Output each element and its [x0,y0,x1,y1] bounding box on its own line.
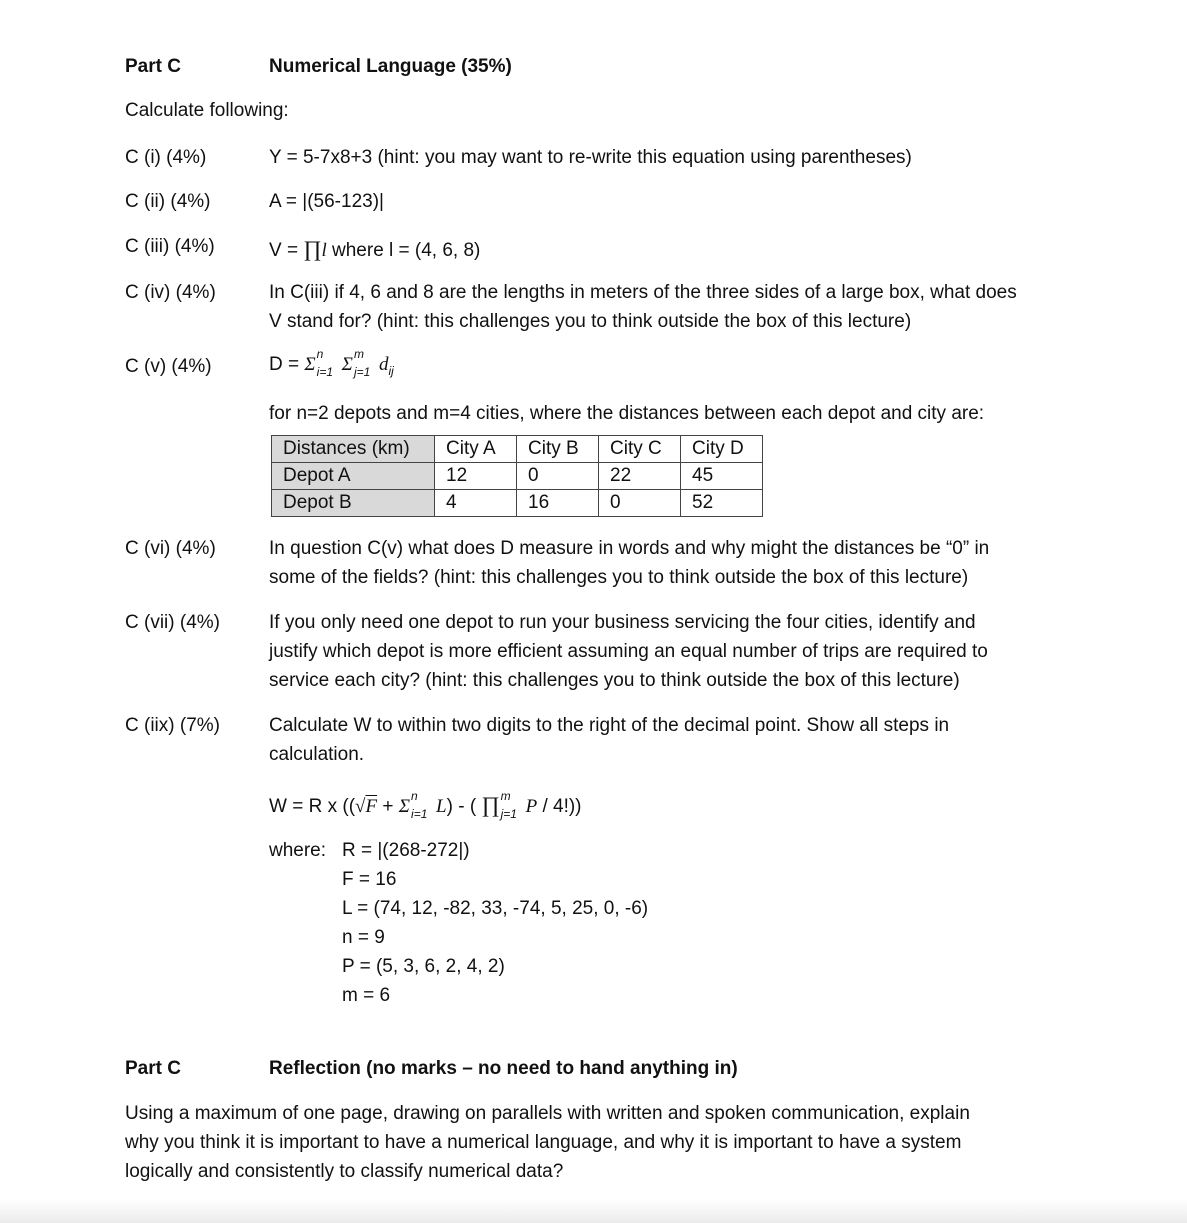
question-label: C (i) (4%) [125,147,207,168]
question-text: justify which depot is more efficient assuming an equal number of trips are required to [269,641,988,662]
formula-suffix: where l = (4, 6, 8) [326,240,481,261]
table-cell: 0 [517,463,599,490]
section-title: Reflection (no marks – no need to hand anything in) [269,1058,738,1079]
where-item: n = 9 [342,927,385,948]
term-subscript: ij [388,363,394,378]
reflection-text: Using a maximum of one page, drawing on parallels with written and spoken communication, explain [125,1103,970,1124]
table-header-cell: City C [599,436,681,463]
question-label: C (vii) (4%) [125,612,220,633]
formula-variable: l [321,240,327,261]
product-symbol: ∏ [303,236,322,261]
formula-variable: P [525,796,538,817]
question-text: If you only need one depot to run your business servicing the four cities, identify and [269,612,976,633]
table-header-cell: Distances (km) [272,436,435,463]
question-label: C (ii) (4%) [125,191,211,212]
formula-variable: F [365,796,378,817]
formula-part: / 4!)) [537,796,582,817]
question-text: service each city? (hint: this challenges you to think outside the box of this lecture) [269,670,960,691]
product-symbol: ∏ [481,792,500,817]
question-label: C (v) (4%) [125,356,212,377]
formula-part: + [377,796,399,817]
formula-w: W = R x ((√F + Σ n i=1 L) - ( ∏ m j=1 P / 4!)) [269,789,582,821]
intro-text: Calculate following: [125,100,289,121]
where-item: F = 16 [342,869,397,890]
formula-v [269,236,480,262]
question-text: calculation. [269,744,365,765]
question-text: In question C(v) what does D measure in words and why might the distances be “0” in [269,538,990,559]
question-text: A = |(56-123)| [269,191,384,212]
table-row [272,490,763,517]
where-label: where: [269,840,327,861]
where-item: m = 6 [342,985,391,1006]
table-cell: 22 [599,463,681,490]
table-cell: 0 [599,490,681,517]
question-text: Calculate W to within two digits to the right of the decimal point. Show all steps in [269,715,950,736]
where-item: R = |(268-272|) [342,840,470,861]
formula-prefix: V = [269,240,304,261]
question-label: C (vi) (4%) [125,538,216,559]
table-row [272,463,763,490]
table-cell: 4 [435,490,517,517]
question-text: V stand for? (hint: this challenges you to think outside the box of this lecture) [269,311,912,332]
question-label: C (iv) (4%) [125,282,216,303]
where-item: P = (5, 3, 6, 2, 4, 2) [342,956,505,977]
table-header-cell: City D [681,436,763,463]
question-label: C (iii) (4%) [125,236,215,257]
sum-symbol: Σ [304,354,316,375]
question-text: some of the fields? (hint: this challenges you to think outside the box of this lecture) [269,567,969,588]
formula-variable: L [436,796,447,817]
part-label: Part C [125,1058,181,1079]
table-cell: 16 [517,490,599,517]
question-text: In C(iii) if 4, 6 and 8 are the lengths in meters of the three sides of a large box, what does [269,282,1017,303]
question-text: for n=2 depots and m=4 cities, where the distances between each depot and city are: [269,403,985,424]
formula-term: d [378,354,389,375]
part-label: Part C [125,56,181,77]
sum-symbol: Σ [341,354,353,375]
table-cell: Depot B [272,490,435,517]
where-item: L = (74, 12, -82, 33, -74, 5, 25, 0, -6) [342,898,649,919]
table-cell: 52 [681,490,763,517]
sum-symbol: Σ [398,796,411,817]
table-cell: 12 [435,463,517,490]
table-header-cell: City B [517,436,599,463]
formula-prefix: D = [269,354,305,375]
sqrt-symbol: √ [355,796,366,817]
formula-part: ) - ( [446,796,482,817]
question-text: Y = 5-7x8+3 (hint: you may want to re-write this equation using parentheses) [269,147,912,168]
table-cell: Depot A [272,463,435,490]
question-label: C (iix) (7%) [125,715,220,736]
table-cell: 45 [681,463,763,490]
reflection-text: why you think it is important to have a numerical language, and why it is important to have a system [125,1132,962,1153]
table-header-row [272,436,763,463]
page-bottom-shadow [0,1199,1187,1223]
table-header-cell: City A [435,436,517,463]
reflection-text: logically and consistently to classify numerical data? [125,1161,564,1182]
distance-table [271,435,763,517]
formula-d: D = Σ n i=1 Σ m j=1 $d_{ij}$ [269,347,394,379]
formula-part: W = R x (( [269,796,356,817]
section-title: Numerical Language (35%) [269,56,512,77]
